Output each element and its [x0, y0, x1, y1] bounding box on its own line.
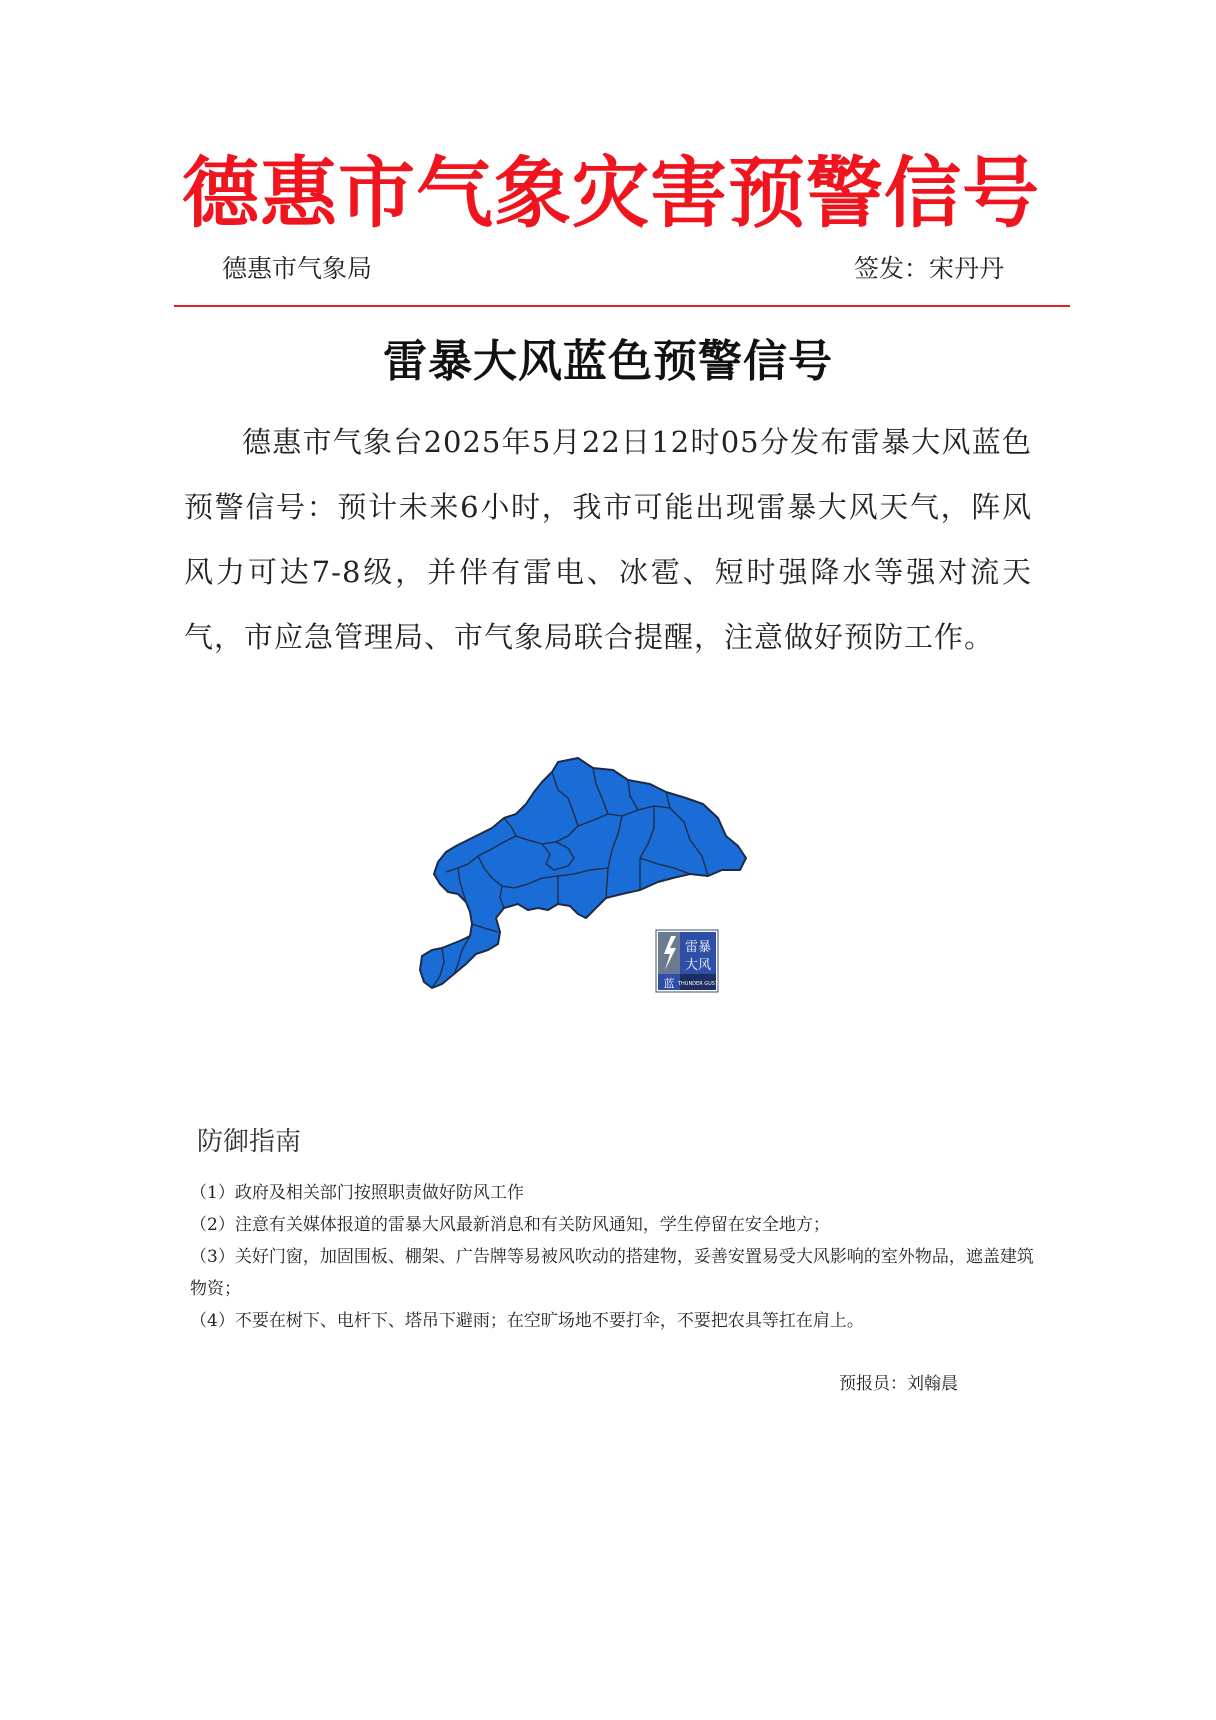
issuer: 德惠市气象局	[222, 254, 373, 283]
warning-title: 雷暴大风蓝色预警信号	[383, 336, 833, 387]
guide-list	[190, 1177, 1040, 1337]
header-divider	[174, 305, 1070, 307]
region-map	[418, 718, 798, 1048]
guide-item: （3）关好门窗，加固围板、棚架、广告牌等易被风吹动的搭建物，妥善安置易受大风影响的室外物品，遮盖建筑物资；	[190, 1247, 1034, 1299]
document-title: 德惠市气象灾害预警信号	[182, 150, 1040, 239]
warning-body: 德惠市气象台2025年5月22日12时05分发布雷暴大风蓝色预警信号：预计未来6小时，我市可能出现雷暴大风天气，阵风风力可达7-8级，并伴有雷电、冰雹、短时强降水等强对流天气，市应急管理局、市气象局联合提醒，注意做好预防工作。	[184, 425, 1032, 654]
forecaster: 预报员：刘翰晨	[839, 1374, 958, 1394]
badge-line2: 大风	[684, 958, 712, 973]
warning-map	[418, 718, 798, 1048]
signer: 签发：宋丹丹	[853, 254, 1004, 283]
guide-heading: 防御指南	[197, 1127, 302, 1157]
guide-item: （1）政府及相关部门按照职责做好防风工作	[190, 1183, 524, 1203]
badge-line1: 雷暴	[684, 940, 712, 955]
guide-item: （4）不要在树下、电杆下、塔吊下避雨；在空旷场地不要打伞，不要把农具等扛在肩上。	[190, 1311, 864, 1331]
badge-caption: THUNDER GUST	[677, 981, 719, 987]
guide-item: （2）注意有关媒体报道的雷暴大风最新消息和有关防风通知，学生停留在安全地方；	[190, 1215, 830, 1235]
warning-badge	[656, 930, 719, 992]
badge-level: 蓝	[663, 977, 675, 990]
